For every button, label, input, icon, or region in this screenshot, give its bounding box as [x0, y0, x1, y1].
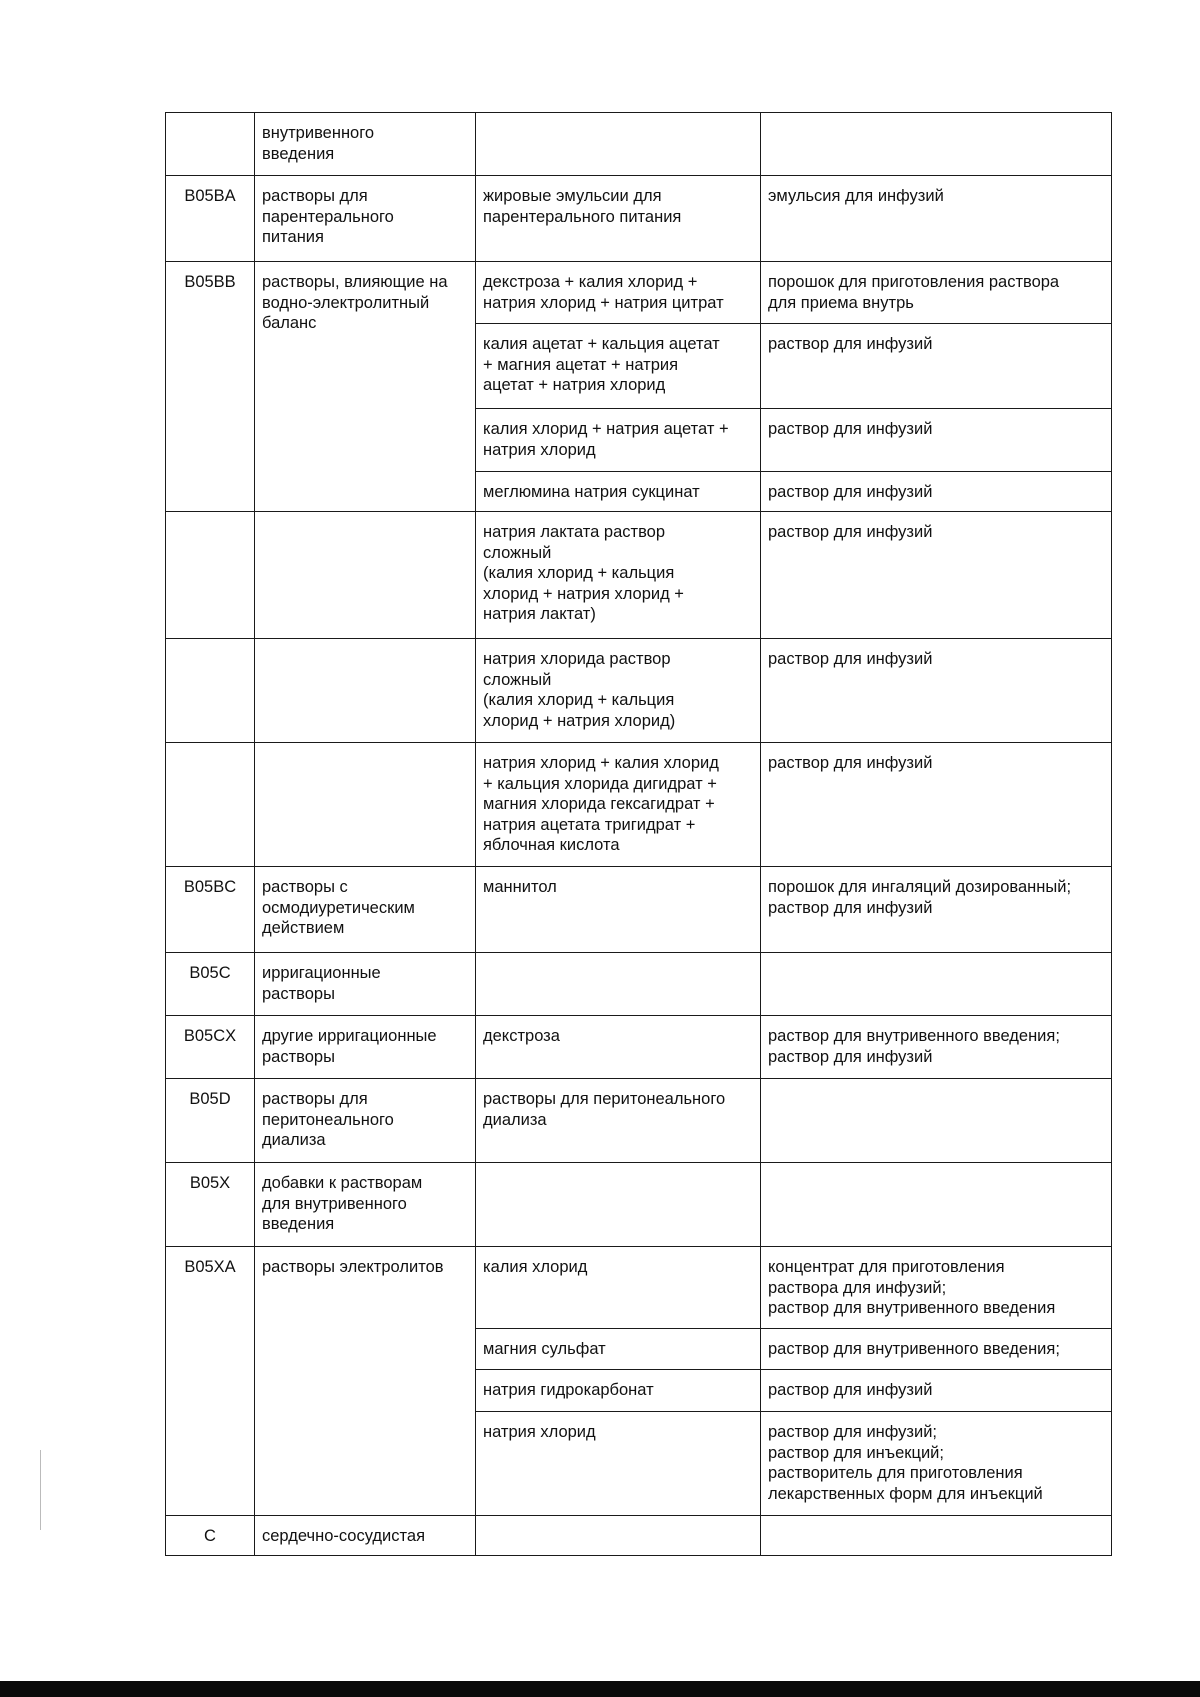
substance-cell: меглюмина натрия сукцинат — [476, 472, 761, 512]
substance-cell: жировые эмульсии для парентерального питания — [476, 176, 761, 262]
atc-code-cell — [166, 639, 255, 743]
dosage-form-cell: раствор для инфузий — [761, 409, 1112, 472]
table-row — [166, 1163, 1112, 1247]
table-row — [166, 1016, 1112, 1079]
dosage-form-cell: раствор для инфузий — [761, 1370, 1112, 1412]
dosage-form-cell: концентрат для приготовления раствора для инфузий; раствор для внутривенного введения — [761, 1247, 1112, 1329]
dosage-form-cell: порошок для приготовления раствора для приема внутрь — [761, 262, 1112, 324]
group-cell: растворы для парентерального питания — [255, 176, 476, 262]
table-row — [166, 639, 1112, 743]
substance-cell: декстроза — [476, 1016, 761, 1079]
substance-cell — [476, 113, 761, 176]
atc-code-cell: B05BC — [166, 867, 255, 953]
dosage-form-cell: эмульсия для инфузий — [761, 176, 1112, 262]
table-row — [166, 1516, 1112, 1556]
drug-classification-table — [165, 112, 1112, 1556]
substance-cell — [476, 953, 761, 1016]
substance-cell: калия хлорид — [476, 1247, 761, 1329]
atc-code-cell: C — [166, 1516, 255, 1556]
dosage-form-cell: порошок для ингаляций дозированный; раствор для инфузий — [761, 867, 1112, 953]
substance-cell — [476, 1516, 761, 1556]
atc-code-cell: B05X — [166, 1163, 255, 1247]
substance-cell: натрия хлорид — [476, 1412, 761, 1516]
dosage-form-cell — [761, 113, 1112, 176]
dosage-form-cell: раствор для инфузий; раствор для инъекций; растворитель для приготовления лекарственных форм для инъекций — [761, 1412, 1112, 1516]
table-row — [166, 953, 1112, 1016]
group-cell: ирригационные растворы — [255, 953, 476, 1016]
group-cell: растворы, влияющие на водно-электролитный баланс — [255, 262, 476, 512]
group-cell: растворы электролитов — [255, 1247, 476, 1516]
scan-edge-mark — [40, 1450, 41, 1530]
group-cell: сердечно-сосудистая — [255, 1516, 476, 1556]
dosage-form-cell: раствор для инфузий — [761, 472, 1112, 512]
substance-cell: натрия лактата раствор сложный (калия хлорид + кальция хлорид + натрия хлорид + натрия лактат) — [476, 512, 761, 639]
substance-cell: калия ацетат + кальция ацетат + магния ацетат + натрия ацетат + натрия хлорид — [476, 324, 761, 409]
atc-code-cell: B05D — [166, 1079, 255, 1163]
dosage-form-cell — [761, 1079, 1112, 1163]
atc-code-cell: B05BB — [166, 262, 255, 512]
atc-code-cell — [166, 512, 255, 639]
substance-cell: натрия хлорида раствор сложный (калия хлорид + кальция хлорид + натрия хлорид) — [476, 639, 761, 743]
dosage-form-cell — [761, 1163, 1112, 1247]
table-row — [166, 867, 1112, 953]
group-cell — [255, 743, 476, 867]
atc-code-cell: B05C — [166, 953, 255, 1016]
group-cell: растворы для перитонеального диализа — [255, 1079, 476, 1163]
table-row — [166, 262, 1112, 324]
dosage-form-cell: раствор для внутривенного введения; раствор для инфузий — [761, 1016, 1112, 1079]
dosage-form-cell — [761, 953, 1112, 1016]
substance-cell: растворы для перитонеального диализа — [476, 1079, 761, 1163]
atc-code-cell: B05CX — [166, 1016, 255, 1079]
atc-code-cell: B05XA — [166, 1247, 255, 1516]
group-cell — [255, 639, 476, 743]
substance-cell: натрия хлорид + калия хлорид + кальция хлорида дигидрат + магния хлорида гексагидрат + натрия ацетата тригидрат + яблочная кислота — [476, 743, 761, 867]
table-row — [166, 743, 1112, 867]
table-row — [166, 512, 1112, 639]
atc-code-cell — [166, 113, 255, 176]
substance-cell: декстроза + калия хлорид + натрия хлорид + натрия цитрат — [476, 262, 761, 324]
group-cell: другие ирригационные растворы — [255, 1016, 476, 1079]
group-cell: растворы с осмодиуретическим действием — [255, 867, 476, 953]
atc-code-cell — [166, 743, 255, 867]
table-row — [166, 113, 1112, 176]
substance-cell: натрия гидрокарбонат — [476, 1370, 761, 1412]
group-cell — [255, 512, 476, 639]
table-row — [166, 176, 1112, 262]
dosage-form-cell: раствор для инфузий — [761, 743, 1112, 867]
group-cell: внутривенного введения — [255, 113, 476, 176]
substance-cell: магния сульфат — [476, 1329, 761, 1370]
table-row — [166, 1079, 1112, 1163]
substance-cell: маннитол — [476, 867, 761, 953]
dosage-form-cell: раствор для инфузий — [761, 639, 1112, 743]
table-row — [166, 1247, 1112, 1329]
scan-bottom-border — [0, 1681, 1200, 1697]
atc-code-cell: B05BA — [166, 176, 255, 262]
substance-cell: калия хлорид + натрия ацетат + натрия хлорид — [476, 409, 761, 472]
dosage-form-cell — [761, 1516, 1112, 1556]
dosage-form-cell: раствор для инфузий — [761, 324, 1112, 409]
group-cell: добавки к растворам для внутривенного введения — [255, 1163, 476, 1247]
substance-cell — [476, 1163, 761, 1247]
dosage-form-cell: раствор для внутривенного введения; — [761, 1329, 1112, 1370]
dosage-form-cell: раствор для инфузий — [761, 512, 1112, 639]
